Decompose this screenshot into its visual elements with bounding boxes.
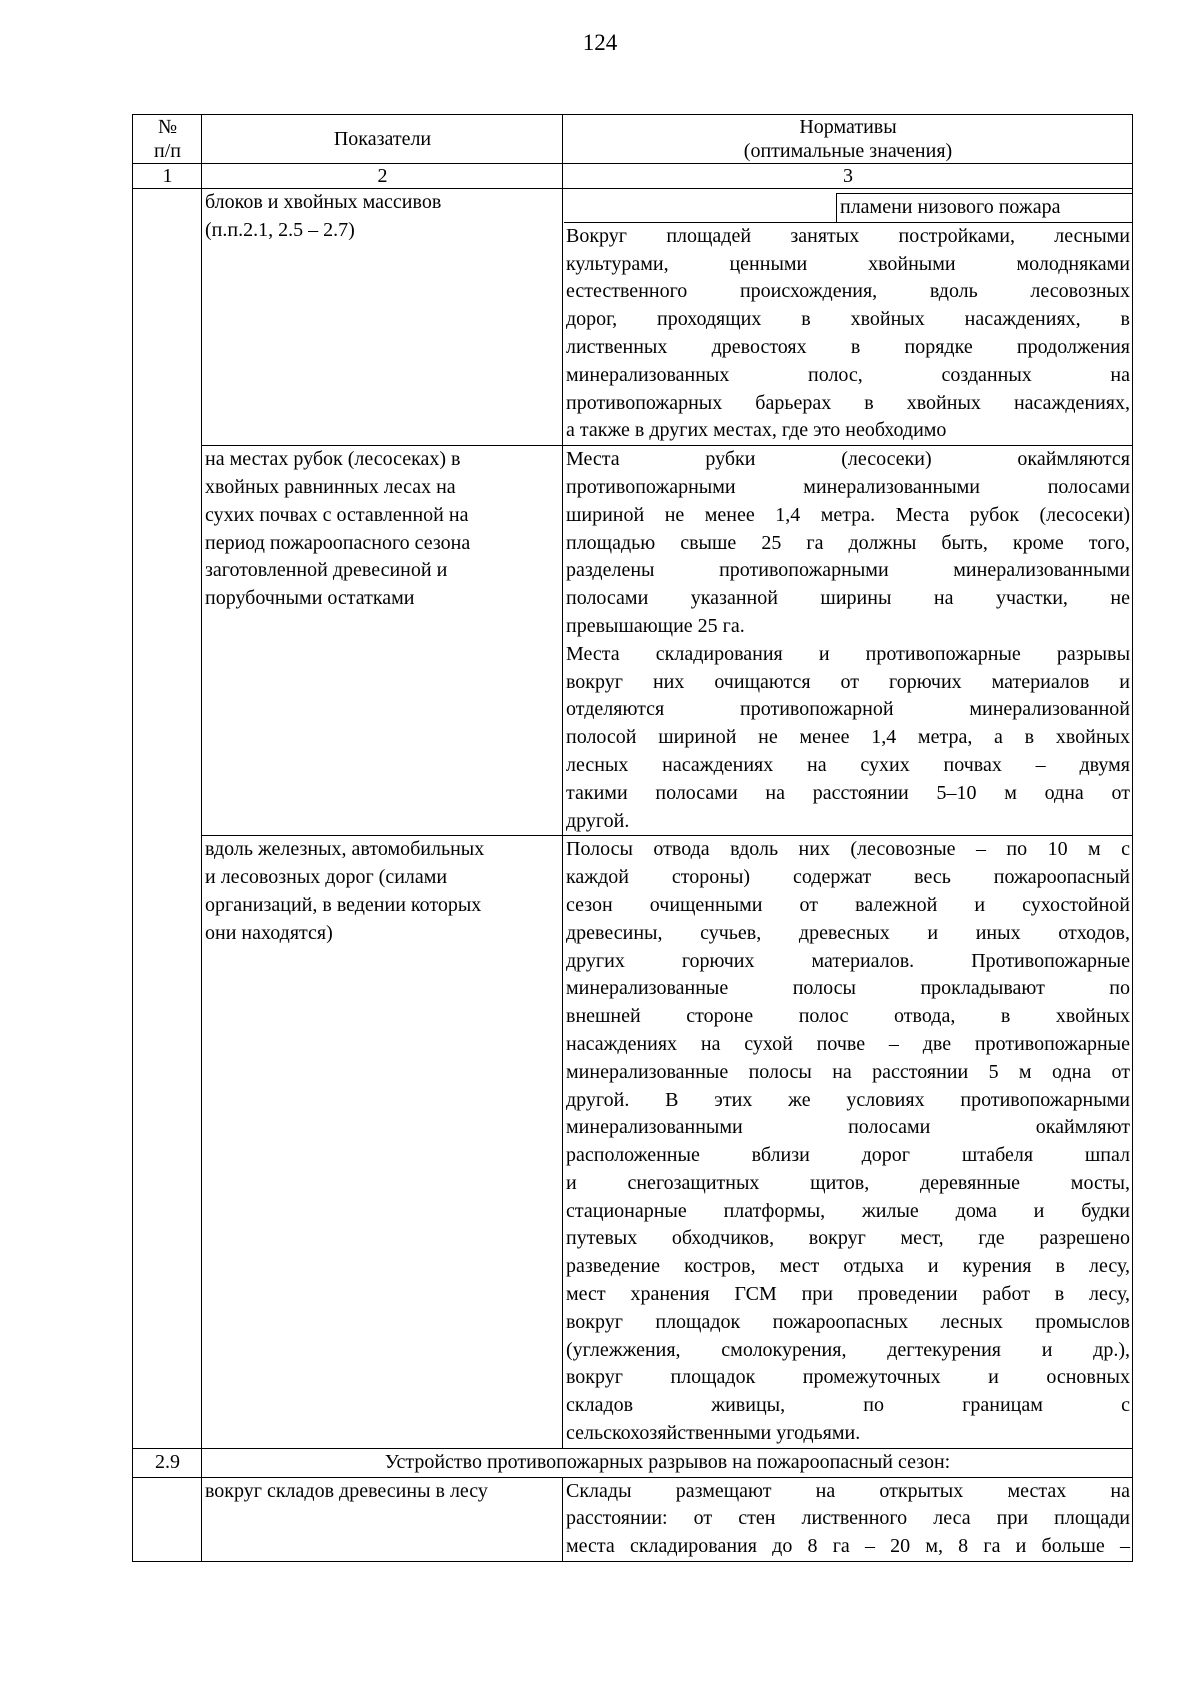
indicator-line: и лесовозных дорог (силами [205,866,448,889]
norm-line: другой. [566,809,630,832]
section-title: Устройство противопожарных разрывов на пожароопасный сезон: [202,1448,1133,1477]
indicator-line: блоков и хвойных массивов [205,191,442,213]
norm-line: превышающие 25 га. [566,614,745,637]
indicator-line: (п.п.2.1, 2.5 – 2.7) [205,218,355,241]
norm-line: противопожарных барьерах в хвойных насаждениях, [566,391,1130,414]
norm-line: путевых обходчиков, вокруг мест, где разрешено [566,1227,1130,1250]
norm-line: (углежжения, смолокурения, дегтекурения и др.), [566,1338,1130,1361]
table-row [133,189,1133,446]
norm-line: места складирования до 8 га – 20 м, 8 га и больше – [566,1535,1130,1558]
indicator-line: хвойных равнинных лесах на [205,475,456,498]
norm-line: такими полосами на расстоянии 5–10 м одна от [566,781,1130,804]
norm-line: насаждениях на сухой почве – две противопожарные [566,1032,1130,1055]
norm-line: полосами указанной ширины на участки, не [566,587,1130,610]
norm-line: вокруг площадок пожароопасных лесных промыслов [566,1310,1130,1333]
header-num-line: п/п [154,140,181,162]
norm-line: Полосы отвода вдоль них (лесовозные – по 10 м с [566,838,1130,861]
norm-line: вокруг них очищаются от горючих материалов и [566,670,1130,693]
norm-line: древесины, сучьев, древесных и иных отходов, [566,921,1130,944]
norm-cell [563,189,1133,446]
indicator-line: сухих почвах с оставленной на [205,503,469,526]
indicator-line: организаций, в ведении которых [205,893,482,916]
norm-cell [563,446,1133,836]
norm-line: разделены противопожарными минерализованными [566,559,1130,582]
norm-line: стационарные платформы, жилые дома и будки [566,1199,1130,1222]
norm-line: внешней стороне полос отвода, в хвойных [566,1005,1130,1028]
norm-line: дорог, проходящих в хвойных насаждениях, в [566,308,1130,331]
indicator-cell [202,446,563,836]
norm-cell [563,836,1133,1449]
table-header-row [133,115,1133,164]
indicator-line: период пожароопасного сезона [205,531,471,554]
indicator-line: порубочными остатками [205,587,415,610]
norm-line: площадью свыше 25 га должны быть, кроме того, [566,531,1130,554]
norms-table [132,114,1133,1562]
header-norms [563,115,1133,164]
indicator-line: они находятся) [205,921,333,944]
header-indicators: Показатели [202,115,563,164]
norm-line: минерализованные полосы на расстоянии 5 м одна от [566,1060,1130,1083]
norm-line: полосой шириной не менее 1,4 метра, а в хвойных [566,726,1130,749]
norm-line: естественного происхождения, вдоль лесовозных [566,280,1130,303]
norm-line: Места рубки (лесосеки) окаймляются [566,448,1130,471]
norm-line: а также в других местах, где это необходимо [566,419,947,442]
norm-line: Склады размещают на открытых местах на [566,1479,1130,1502]
column-number: 1 [133,164,202,189]
norm-line: минерализованными полосами окаймляют [566,1116,1130,1139]
norm-line: противопожарными минерализованными полосами [566,475,1130,498]
norm-line: разведение костров, мест отдыха и курения в лесу, [566,1255,1130,1278]
norm-line: расстоянии: от стен лиственного леса при площади [566,1507,1130,1530]
section-num: 2.9 [133,1448,202,1477]
column-number: 3 [563,164,1133,189]
indicator-line: заготовленной древесиной и [205,559,448,582]
norm-line: каждой стороны) содержат весь пожароопасный [566,866,1130,889]
norm-text [564,222,1133,445]
table-row [133,836,1133,1449]
norm-line: культурами, ценными хвойными молодняками [566,252,1130,275]
table-row [133,1477,1133,1561]
norm-line: других горючих материалов. Противопожарные [566,949,1130,972]
norm-line: шириной не менее 1,4 метра. Места рубок (лесосеки) [566,503,1130,526]
norm-line: вокруг площадок промежуточных и основных [566,1366,1130,1389]
norm-line: сельскохозяйственными угодьями. [566,1422,861,1445]
page-number: 124 [582,30,618,55]
norm-cell [563,1477,1133,1561]
header-norms-line: (оптимальные значения) [743,140,953,162]
indicator-line: вдоль железных, автомобильных [205,838,485,861]
norm-continuation-box: пламени низового пожара [836,193,1133,222]
norm-line: расположенные вблизи дорог штабеля шпал [566,1144,1130,1167]
table-row [133,446,1133,836]
norm-line: сезон очищенными от валежной и сухостойной [566,893,1130,916]
norm-line: мест хранения ГСМ при проведении работ в лесу, [566,1283,1130,1306]
indicator-cell [202,836,563,1449]
section-row [133,1448,1133,1477]
norm-line: минерализованных полос, созданных на [566,363,1130,386]
norm-line: лесных насаждениях на сухих почвах – двумя [566,753,1130,776]
norm-line: и снегозащитных щитов, деревянные мосты, [566,1171,1130,1194]
indicator-cell: вокруг складов древесины в лесу [202,1477,563,1561]
norm-line: складов живицы, по границам с [566,1394,1130,1417]
indicator-cell [202,189,563,446]
norm-line: отделяются противопожарной минерализованной [566,698,1130,721]
norm-line: лиственных древостоях в порядке продолжения [566,335,1130,358]
row-num-cell [133,189,202,1449]
row-num-cell [133,1477,202,1561]
norm-line: Вокруг площадей занятых постройками, лесными [566,224,1130,247]
header-num [133,115,202,164]
norm-line: Места складирования и противопожарные разрывы [566,642,1130,665]
column-number: 2 [202,164,563,189]
header-norms-line: Нормативы [799,116,897,138]
norm-line: минерализованные полосы прокладывают по [566,977,1130,1000]
indicator-line: на местах рубок (лесосеках) в [205,448,461,471]
header-num-line: № [157,116,178,138]
column-numbers-row [133,164,1133,189]
norm-line: другой. В этих же условиях противопожарными [566,1088,1130,1111]
